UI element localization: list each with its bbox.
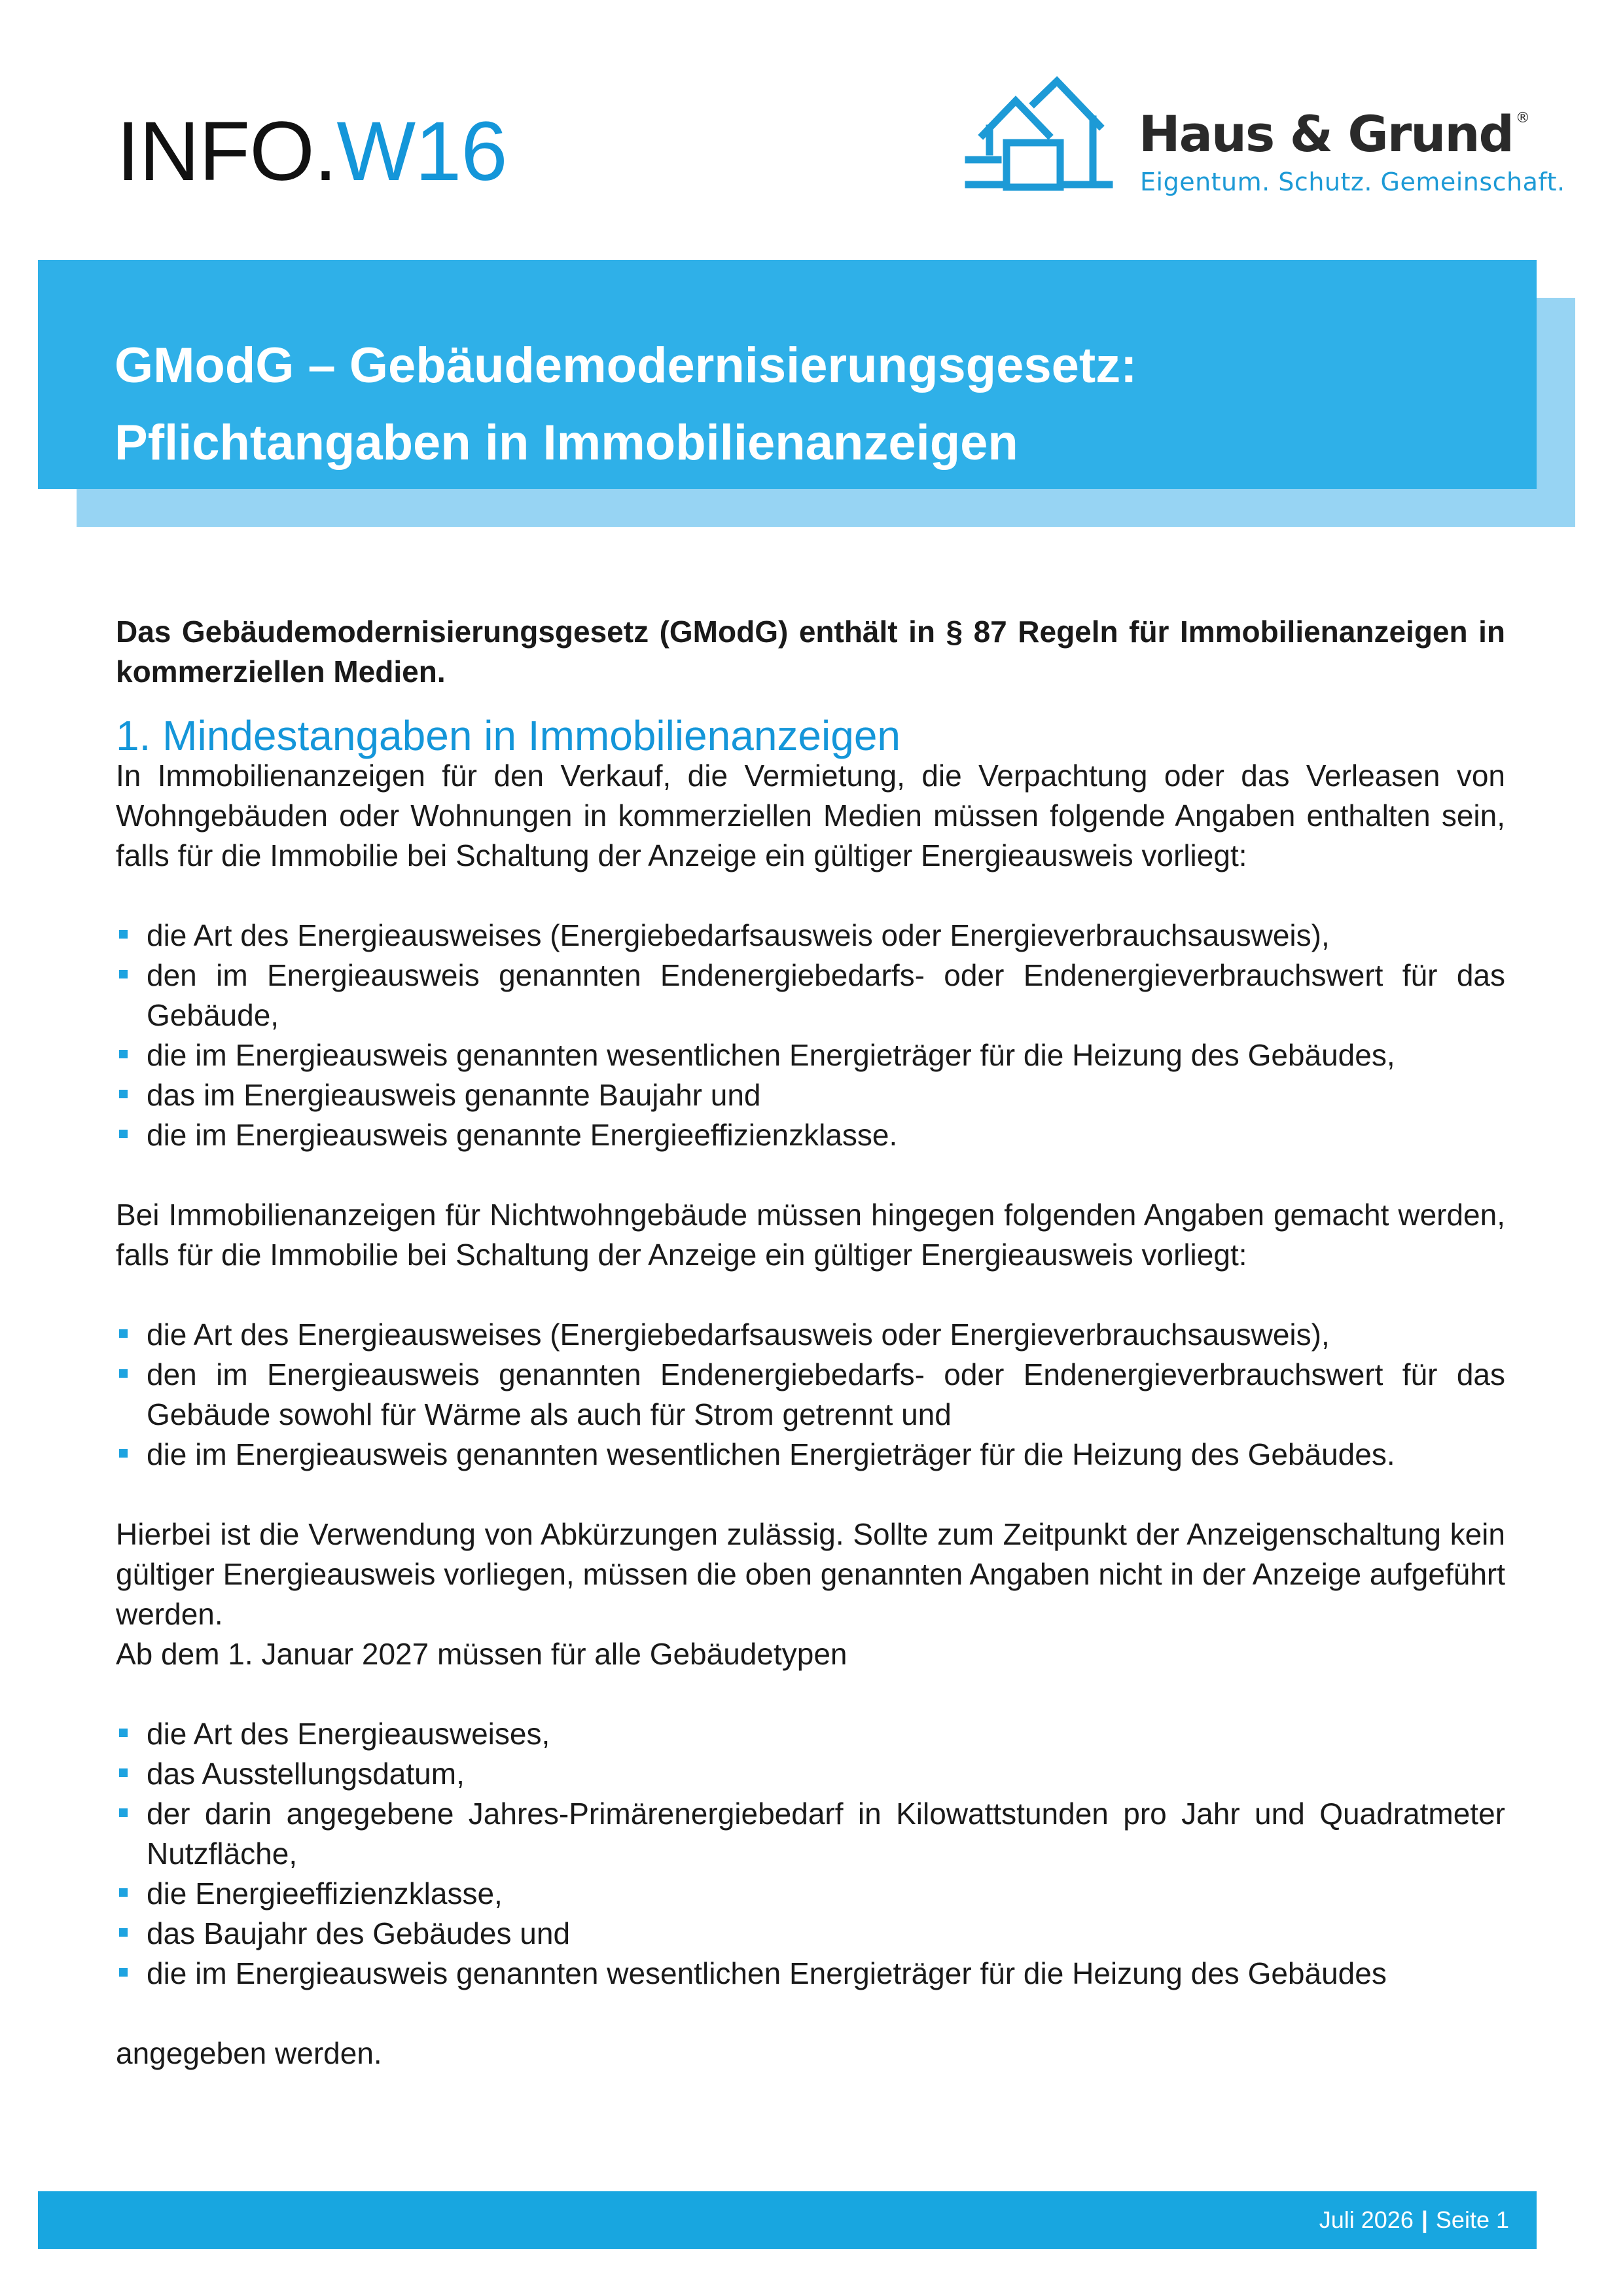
section-heading: 1. Mindestangaben in Immobilienanzeigen bbox=[116, 712, 901, 759]
list-item bbox=[116, 916, 1505, 956]
bullet-marker bbox=[119, 1808, 128, 1817]
paragraph-closing: angegeben werden. bbox=[116, 2036, 382, 2070]
list-item-text: den im Energieausweis genannten Endenergiebedarfs- oder Endenergieverbrauchswert für das Gebäude, bbox=[147, 958, 1505, 1032]
haus-und-grund-logo bbox=[962, 72, 1564, 203]
list-item-text: der darin angegebene Jahres-Primärenergiebedarf in Kilowattstunden pro Jahr und Quadratmeter Nutzfläche, bbox=[147, 1797, 1505, 1871]
logo-wordmark bbox=[1139, 105, 1529, 163]
list-item bbox=[116, 1754, 1505, 1794]
page-title-line-1: GModG – Gebäudemodernisierungsgesetz: bbox=[115, 338, 1137, 393]
footer-info bbox=[1319, 2206, 1509, 2234]
list-item bbox=[116, 1035, 1505, 1075]
list-item-text: das im Energieausweis genannte Baujahr und bbox=[147, 1078, 761, 1112]
list-item-text: die Art des Energieausweises (Energiebedarfsausweis oder Energieverbrauchsausweis), bbox=[147, 918, 1330, 952]
bullet-marker bbox=[119, 970, 128, 978]
list-item-text: die im Energieausweis genannten wesentlichen Energieträger für die Heizung des Gebäudes bbox=[147, 1956, 1387, 1990]
page-title bbox=[115, 327, 1522, 482]
bullet-marker bbox=[119, 1968, 128, 1977]
list-item-text: die im Energieausweis genannte Energieeffizienzklasse. bbox=[147, 1118, 898, 1152]
list-item bbox=[116, 1355, 1505, 1435]
list-item-text: die Art des Energieausweises (Energiebedarfsausweis oder Energieverbrauchsausweis), bbox=[147, 1318, 1330, 1352]
list-item-text: das Baujahr des Gebäudes und bbox=[147, 1916, 571, 1950]
document-id bbox=[116, 105, 507, 198]
paragraph-from-2027: Ab dem 1. Januar 2027 müssen für alle Gebäudetypen bbox=[116, 1637, 847, 1671]
paragraph-residential: In Immobilienanzeigen für den Verkauf, die Vermietung, die Verpachtung oder das Verleasen von Wohngebäuden oder Wohnungen in kommerziellen Medien müssen folgende Angaben enthalten sein, falls für die Immobilie bei Schaltung der Anzeige ein gültiger Energieausweis vorliegt: bbox=[116, 759, 1505, 872]
logo-tagline: Eigentum. Schutz. Gemeinschaft. bbox=[1140, 168, 1565, 196]
logo-name-text: Haus & Grund bbox=[1139, 105, 1513, 163]
bullet-marker bbox=[119, 930, 128, 939]
intro-paragraph: Das Gebäudemodernisierungsgesetz (GModG) enthält in § 87 Regeln für Immobilienanzeigen in kommerziellen Medien. bbox=[116, 615, 1505, 689]
page-number: Seite 1 bbox=[1435, 2206, 1509, 2233]
bullet-marker bbox=[119, 1050, 128, 1058]
list-item bbox=[116, 1115, 1505, 1155]
house-icon bbox=[962, 72, 1126, 203]
document-body bbox=[116, 612, 1505, 2073]
footer-separator: | bbox=[1421, 2206, 1428, 2233]
bullet-marker bbox=[119, 1130, 128, 1138]
list-item bbox=[116, 1075, 1505, 1115]
paragraph-abbreviations: Hierbei ist die Verwendung von Abkürzungen zulässig. Sollte zum Zeitpunkt der Anzeigenschaltung kein gültiger Energieausweis vorliegen, müssen die oben genannten Angaben nicht in der Anzeige aufgeführt werden. bbox=[116, 1517, 1505, 1631]
list-item-text: die im Energieausweis genannten wesentlichen Energieträger für die Heizung des Gebäudes. bbox=[147, 1437, 1395, 1471]
page-title-line-2: Pflichtangaben in Immobilienanzeigen bbox=[115, 415, 1018, 471]
list-item bbox=[116, 1794, 1505, 1874]
list-item bbox=[116, 1914, 1505, 1954]
registered-mark: ® bbox=[1515, 110, 1529, 126]
bullet-marker bbox=[119, 1369, 128, 1378]
list-item-text: die Art des Energieausweises, bbox=[147, 1717, 550, 1751]
footer-bar bbox=[38, 2191, 1537, 2249]
list-item-text: die im Energieausweis genannten wesentlichen Energieträger für die Heizung des Gebäudes, bbox=[147, 1038, 1395, 1072]
list-item-text: die Energieeffizienzklasse, bbox=[147, 1876, 503, 1910]
bullet-marker bbox=[119, 1768, 128, 1777]
bullet-marker bbox=[119, 1329, 128, 1338]
document-id-code: W16 bbox=[336, 105, 507, 198]
list-item bbox=[116, 1874, 1505, 1914]
list-item bbox=[116, 1954, 1505, 1994]
list-item bbox=[116, 1315, 1505, 1355]
paragraph-non-residential: Bei Immobilienanzeigen für Nichtwohngebäude müssen hingegen folgenden Angaben gemacht werden, falls für die Immobilie bei Schaltung der Anzeige ein gültiger Energieausweis vorliegt: bbox=[116, 1198, 1505, 1272]
footer-date: Juli 2026 bbox=[1319, 2206, 1414, 2233]
bullet-marker bbox=[119, 1928, 128, 1937]
list-item bbox=[116, 956, 1505, 1035]
document-id-prefix: INFO. bbox=[116, 105, 337, 198]
list-item bbox=[116, 1714, 1505, 1754]
list-item-text: den im Energieausweis genannten Endenergiebedarfs- oder Endenergieverbrauchswert für das Gebäude sowohl für Wärme als auch für Strom getrennt und bbox=[147, 1357, 1505, 1431]
bullet-marker bbox=[119, 1729, 128, 1737]
list-non-residential bbox=[116, 1315, 1505, 1475]
bullet-marker bbox=[119, 1449, 128, 1458]
bullet-marker bbox=[119, 1090, 128, 1098]
list-item-text: das Ausstellungsdatum, bbox=[147, 1757, 465, 1791]
list-residential bbox=[116, 916, 1505, 1155]
list-item bbox=[116, 1435, 1505, 1475]
list-from-2027 bbox=[116, 1714, 1505, 1994]
bullet-marker bbox=[119, 1888, 128, 1897]
